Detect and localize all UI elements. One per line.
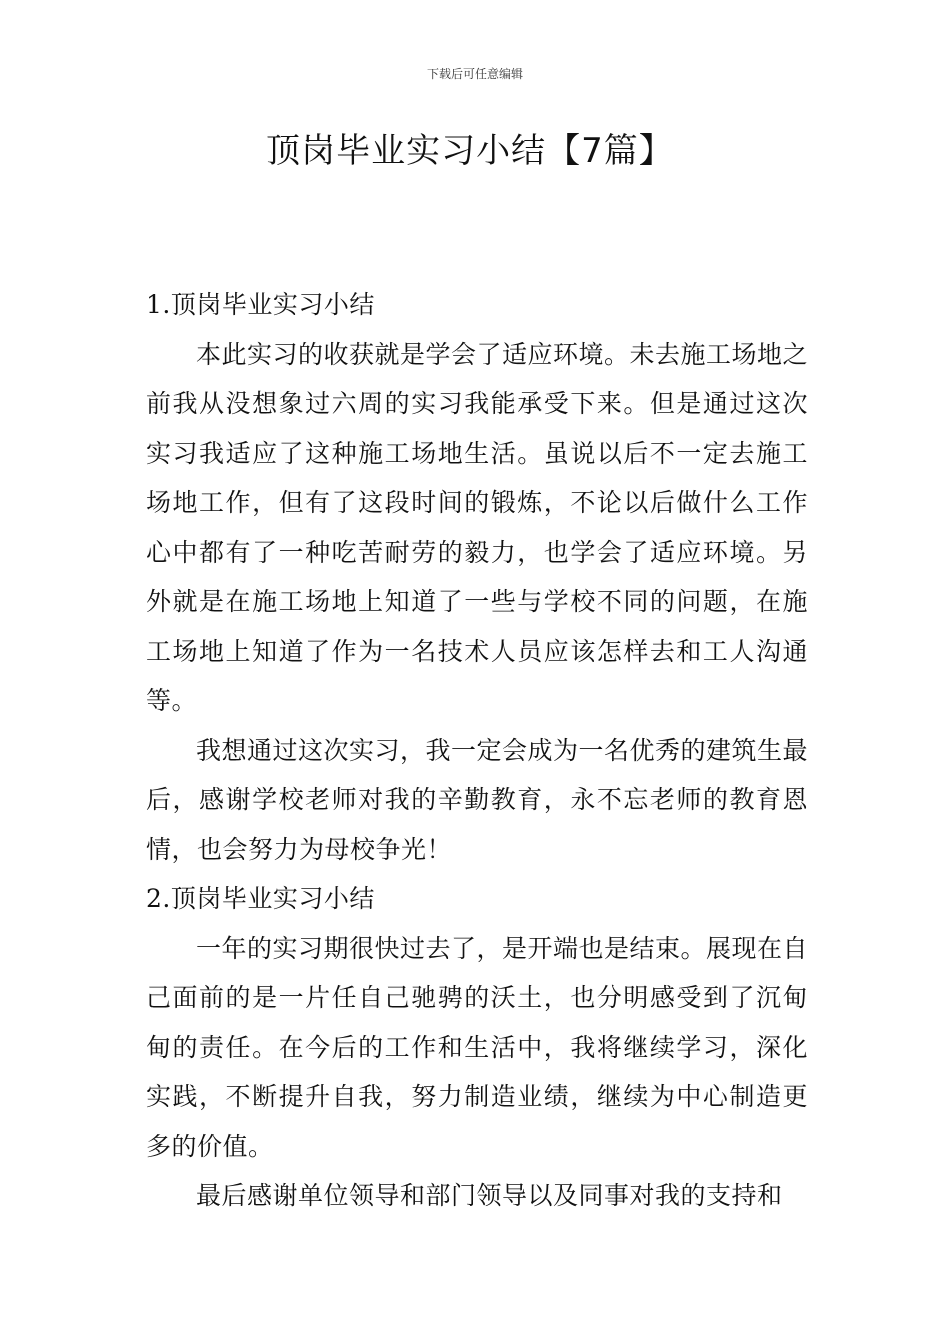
document-title: 顶岗毕业实习小结【7篇】 (266, 131, 674, 171)
paragraph: 我想通过这次实习，我一定会成为一名优秀的建筑生最后，感谢学校老师对我的辛勤教育，永不忘老师的教育恩情，也会努力为母校争光！ (146, 735, 809, 864)
document-body (146, 280, 808, 1221)
paragraph: 本此实习的收获就是学会了适应环境。未去施工场地之前我从没想象过六周的实习我能承受下来。但是通过这次实习我适应了这种施工场地生活。虽说以后不一定去施工场地工作，但有了这段时间的锻炼，不论以后做什么工作心中都有了一种吃苦耐劳的毅力，也学会了适应环境。另外就是在施工场地上知道了一些与学校不同的问题，在施工场地上知道了作为一名技术人员应该怎样去和工人沟通等。 (146, 339, 809, 715)
section-heading-2: 2.顶岗毕业实习小结 (146, 884, 375, 913)
header-note: 下载后可任意编辑 (426, 67, 523, 81)
section-heading-1: 1.顶岗毕业实习小结 (146, 290, 375, 319)
paragraph: 最后感谢单位领导和部门领导以及同事对我的支持和 (196, 1181, 783, 1210)
paragraph: 一年的实习期很快过去了，是开端也是结束。展现在自己面前的是一片任自己驰骋的沃土，也分明感受到了沉甸甸的责任。在今后的工作和生活中，我将继续学习，深化实践，不断提升自我，努力制造业绩，继续为中心制造更多的价值。 (146, 933, 809, 1161)
